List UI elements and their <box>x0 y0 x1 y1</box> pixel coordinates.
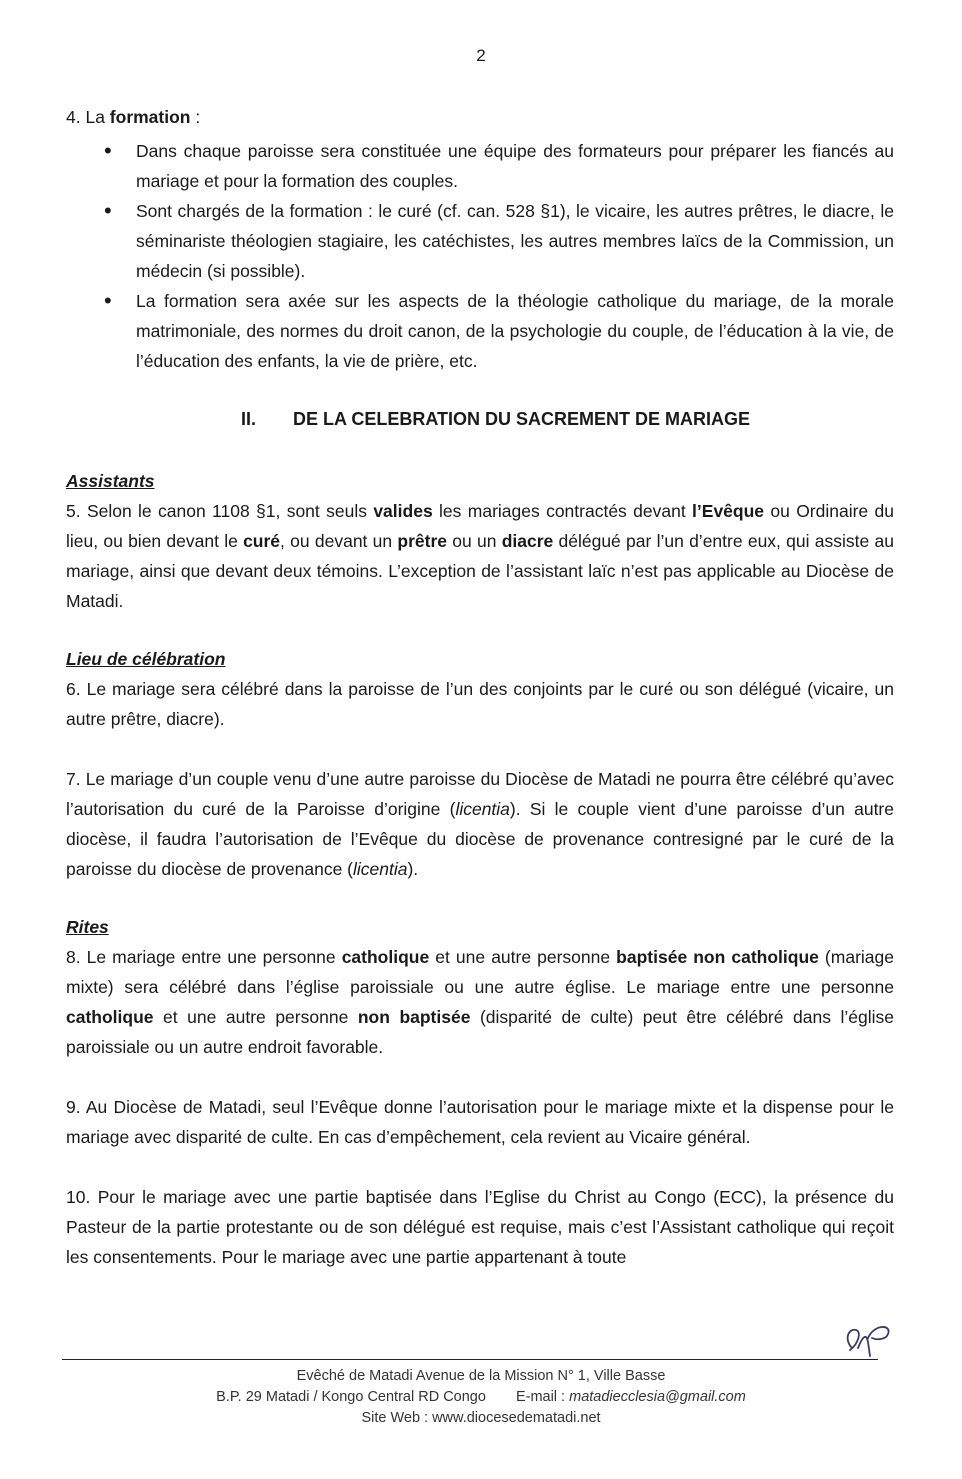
page-number: 2 <box>476 46 486 65</box>
section-number: II. <box>241 409 257 429</box>
subheading-assistants: Assistants <box>66 471 155 491</box>
section-heading <box>66 404 894 434</box>
paragraph-6: 6. Le mariage sera célébré dans la paroisse de l’un des conjoints par le curé ou son délégué (vicaire, un autre prêtre, diacre). <box>66 679 894 729</box>
footer-email-label: E-mail : <box>515 1389 570 1405</box>
footer-postal-address: B.P. 29 Matadi / Kongo Central RD Congo <box>216 1389 486 1405</box>
bullet-item: • La formation sera axée sur les aspects de la théologie catholique du mariage, de la morale matrimoniale, des normes du droit canon, de la psychologie du couple, de l’éducation à la vie, de l’éducation des enfants, la vie de prière, etc. <box>66 286 894 376</box>
footer-website-line: Site Web : www.diocesedematadi.net <box>361 1410 601 1426</box>
item-4-keyword: formation <box>109 107 191 127</box>
footer-address-line: Evêché de Matadi Avenue de la Mission N° 1, Ville Basse <box>296 1368 666 1384</box>
bullet-item: • Sont chargés de la formation : le curé (cf. can. 528 §1), le vicaire, les autres prêtres, le diacre, le séminariste théologien stagiaire, les catéchistes, les autres membres laïcs de la Commission, un médecin (si possible). <box>66 196 894 286</box>
section-title: DE LA CELEBRATION DU SACREMENT DE MARIAGE <box>293 409 751 429</box>
paragraph-9: 9. Au Diocèse de Matadi, seul l’Evêque donne l’autorisation pour le mariage mixte et la dispense pour le mariage avec disparité de culte. En cas d’empêchement, cela revient au Vicaire général. <box>66 1097 894 1147</box>
item-4-suffix: : <box>190 107 201 127</box>
paragraph-10: 10. Pour le mariage avec une partie baptisée dans l’Eglise du Christ au Congo (ECC), la présence du Pasteur de la partie protestante ou de son délégué est requise, mais c’est l’Assistant catholique qui reçoit les consentements. Pour le mariage avec une partie appartenant à toute <box>66 1187 894 1267</box>
paragraph-8: 8. Le mariage entre une personne catholique et une autre personne baptisée non catholique (mariage mixte) sera célébré dans l’église paroissiale ou une autre église. Le mariage entre une personne catholique et une autre personne non baptisée (disparité de culte) peut être célébré dans l’église paroissiale ou un autre endroit favorable. <box>66 947 894 1057</box>
item-4-prefix: 4. La <box>66 107 110 127</box>
signature-initials <box>838 1318 898 1362</box>
footer <box>0 1366 962 1429</box>
subheading-lieu: Lieu de célébration <box>66 649 226 669</box>
document-body <box>66 102 894 1272</box>
bullet-item: • Dans chaque paroisse sera constituée une équipe des formateurs pour préparer les fiancés au mariage et pour la formation des couples. <box>66 136 894 196</box>
item-4-title <box>66 102 894 132</box>
formation-bullet-list <box>66 136 894 376</box>
footer-divider <box>62 1359 878 1360</box>
subheading-rites: Rites <box>66 917 109 937</box>
footer-email: matadiecclesia@gmail.com <box>569 1389 746 1405</box>
footer-contact-line <box>0 1387 962 1408</box>
paragraph-7: 7. Le mariage d’un couple venu d’une autre paroisse du Diocèse de Matadi ne pourra être célébré qu’avec l’autorisation du curé de la Paroisse d’origine (licentia). Si le couple vient d’une paroisse d’un autre diocèse, il faudra l’autorisation de l’Evêque du diocèse de provenance contresigné par le curé de la paroisse du diocèse de provenance (licentia). <box>66 769 894 879</box>
paragraph-5: 5. Selon le canon 1108 §1, sont seuls valides les mariages contractés devant l’Evêque ou Ordinaire du lieu, ou bien devant le curé, ou devant un prêtre ou un diacre délégué par l’un d’entre eux, qui assiste au mariage, ainsi que devant deux témoins. L’exception de l’assistant laïc n’est pas applicable au Diocèse de Matadi. <box>66 501 894 611</box>
